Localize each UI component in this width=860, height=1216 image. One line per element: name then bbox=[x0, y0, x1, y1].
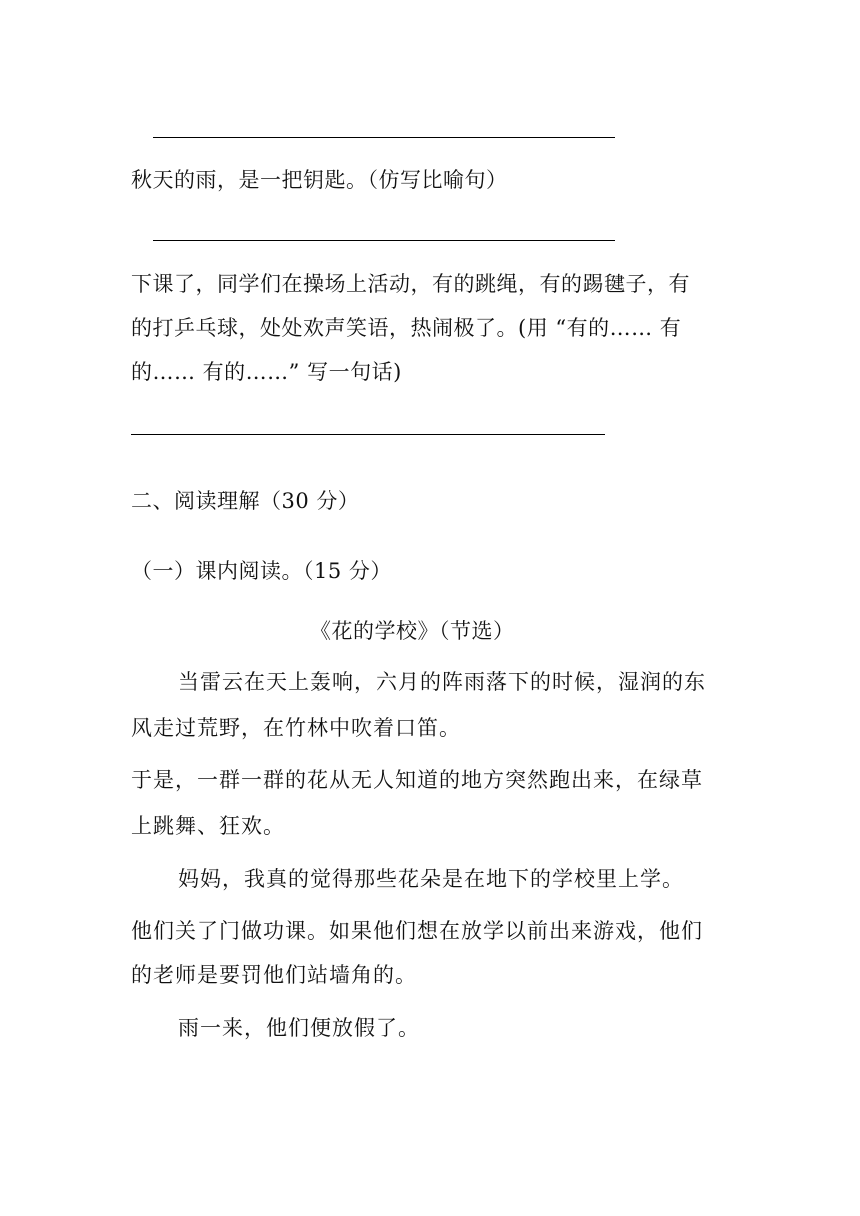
passage-paragraph-3-line-1: 妈妈，我真的觉得那些花朵是在地下的学校里上学。 bbox=[178, 867, 684, 891]
answer-line-2[interactable] bbox=[153, 240, 615, 241]
passage-paragraph-4-line-1: 他们关了门做功课。如果他们想在放学以前出来游戏，他们 bbox=[131, 919, 703, 943]
passage-paragraph-5-line-1: 雨一来，他们便放假了。 bbox=[178, 1016, 420, 1040]
passage-paragraph-4-line-2: 的老师是要罚他们站墙角的。 bbox=[131, 963, 417, 987]
passage-title: 《花的学校》（节选） bbox=[310, 619, 515, 643]
passage-paragraph-1-line-1: 当雷云在天上轰响，六月的阵雨落下的时候，湿润的东 bbox=[178, 670, 706, 694]
activity-exercise-line-1: 下课了，同学们在操场上活动，有的跳绳，有的踢毽子，有 bbox=[131, 272, 690, 296]
section-heading: 二、阅读理解（30 分） bbox=[131, 489, 360, 513]
passage-paragraph-2-line-2: 上跳舞、狂欢。 bbox=[131, 814, 285, 838]
activity-exercise-line-2: 的打乒乓球，处处欢声笑语，热闹极了。(用 “有的…… 有 bbox=[131, 316, 682, 340]
subsection-heading: （一）课内阅读。（15 分） bbox=[131, 559, 392, 583]
passage-paragraph-2-line-1: 于是，一群一群的花从无人知道的地方突然跑出来，在绿草 bbox=[131, 768, 703, 792]
passage-paragraph-1-line-2: 风走过荒野，在竹林中吹着口笛。 bbox=[131, 716, 461, 740]
simile-exercise-prompt: 秋天的雨，是一把钥匙。（仿写比喻句） bbox=[131, 168, 508, 192]
activity-exercise-line-3: 的…… 有的……” 写一句话) bbox=[131, 360, 402, 384]
answer-line-3[interactable] bbox=[131, 434, 605, 435]
answer-line-1[interactable] bbox=[153, 137, 615, 138]
